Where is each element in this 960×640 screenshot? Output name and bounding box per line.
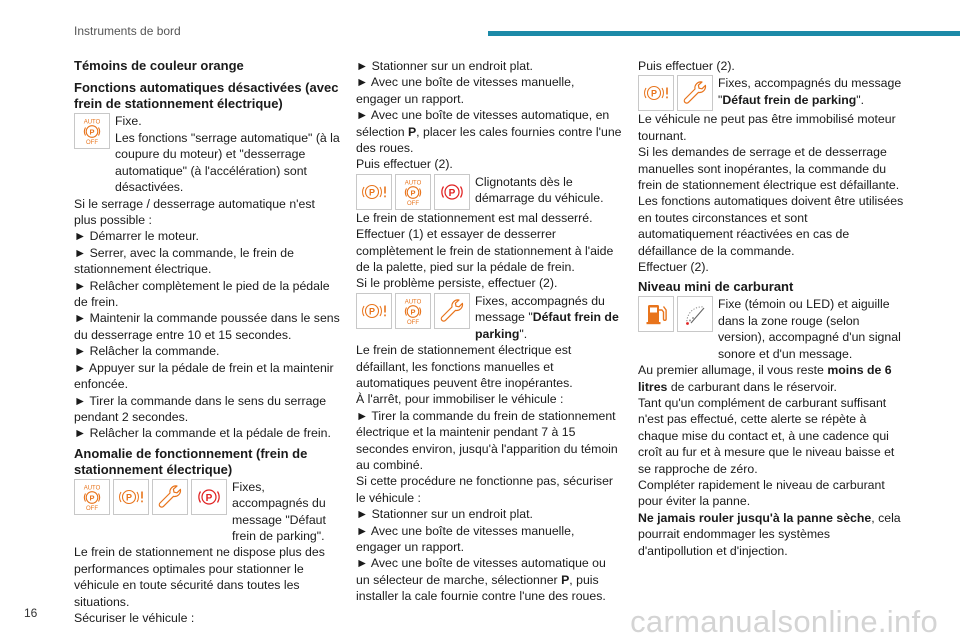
running-header: Instruments de bord <box>74 24 181 38</box>
paragraph: Si les demandes de serrage et de desserrage manuelles sont inopérantes, la commande du frein de stationnement électrique est défaillante. <box>638 145 900 193</box>
bullet-item: ► Avec une boîte de vitesses manuelle, engager un rapport. <box>356 523 575 554</box>
paragraph: Au premier allumage, il vous reste moins de 6 litres de carburant dans le réservoir. <box>638 363 892 394</box>
flashing-icon-row <box>356 174 622 210</box>
watermark: carmanualsonline.info <box>630 604 938 639</box>
paragraph: Si cette procédure ne fonctionne pas, sécuriser le véhicule : <box>356 474 614 505</box>
header-accent-bar <box>488 31 960 36</box>
bullet-item: ► Maintenir la commande poussée dans le sens du desserrage entre 10 et 15 secondes. <box>74 311 340 342</box>
paragraph: Puis effectuer (2). <box>356 157 453 172</box>
low-fuel-icon-text: Fixe (témoin ou LED) et aiguille dans la zone rouge (selon version), accompagné d'un signal sonore et d'un message. <box>718 297 901 361</box>
malfunction-icon-text: Fixes, accompagnés du message "Défaut frein de parking". <box>232 479 326 543</box>
paragraph: Compléter rapidement le niveau de carburant pour éviter la panne. <box>638 477 885 509</box>
svg-text:P: P <box>368 306 376 317</box>
paragraph: Sécuriser le véhicule : <box>74 610 195 625</box>
section-title-malfunction: Anomalie de fonctionnement (frein de stationnement électrique) <box>74 445 308 477</box>
auto-off-brake-icon <box>395 293 431 329</box>
bullet-item: ► Avec une boîte de vitesses automatique, en sélection P, placer les cales fournies contre l'une des roues. <box>356 108 622 156</box>
svg-text:OFF: OFF <box>86 505 98 512</box>
bullet-item: ► Démarrer le moteur. <box>74 229 199 244</box>
paragraph: Ne jamais rouler jusqu'à la panne sèche, cela pourrait endommager les systèmes d'antipollution et d'injection. <box>638 510 901 558</box>
paragraph: Le frein de stationnement ne dispose plus des performances optimales pour stationner le véhicule en toute sécurité dans toutes les situations. <box>74 545 325 609</box>
paragraph: Le véhicule ne peut pas être immobilisé moteur tournant. <box>638 112 896 143</box>
paragraph: Le frein de stationnement électrique est défaillant, les fonctions manuelles et automatiques peuvent être inopérantes. <box>356 343 573 390</box>
paragraph: Tant qu'un complément de carburant suffisant n'est pas effectué, cette alerte se répète à chaque mise du contact et, à une cadence qui croît au fur et à mesure que le niveau baisse et se rapproche de zéro. <box>638 395 895 476</box>
bullet-item: ► Avec une boîte de vitesses automatique ou un sélecteur de marche, sélectionner P, puis installer la cale fournie contre l'une des roues. <box>356 556 606 604</box>
brake-fault-warning-icon <box>113 479 149 515</box>
paragraph: Les fonctions automatiques doivent être utilisées en toutes circonstances et sont automatiquement réactivées en cas de défaillance de la commande. <box>638 194 904 258</box>
paragraph: Si le serrage / desserrage automatique n'est plus possible : <box>74 196 315 228</box>
brake-fault-warning-icon <box>638 75 674 111</box>
wrench-icon <box>434 293 470 329</box>
bullet-item: ► Relâcher la commande et la pédale de frein. <box>74 426 331 441</box>
svg-text:P: P <box>410 188 416 198</box>
column-1 <box>74 58 340 626</box>
svg-text:OFF: OFF <box>407 200 419 207</box>
bullet-item: ► Stationner sur un endroit plat. <box>356 507 533 522</box>
fuel-gauge-icon <box>677 296 713 332</box>
bullet-item: ► Tirer la commande dans le sens du serrage pendant 2 secondes. <box>74 393 327 424</box>
paragraph: Puis effectuer (2). <box>638 59 735 73</box>
flashing-icon-text: Clignotants dès le démarrage du véhicule. <box>475 174 604 206</box>
svg-text:P: P <box>89 127 95 137</box>
auto-off-brake-icon <box>395 174 431 210</box>
svg-text:P: P <box>368 187 376 198</box>
svg-text:P: P <box>650 88 658 99</box>
section-title-low-fuel: Niveau mini de carburant <box>638 279 794 295</box>
paragraph: Effectuer (1) et essayer de desserrer complètement le frein de stationnement à l'aide de la palette, pied sur la pédale de frein. <box>356 227 614 275</box>
bullet-item: ► Relâcher la commande. <box>74 344 220 359</box>
wrench-icon <box>677 75 713 111</box>
svg-text:AUTO: AUTO <box>83 119 101 126</box>
fault-message-icon-row <box>638 75 904 111</box>
svg-text:P: P <box>125 492 133 503</box>
svg-text:P: P <box>448 187 456 199</box>
paragraph: Le frein de stationnement est mal desserré. <box>356 210 593 225</box>
bullet-item: ► Tirer la commande du frein de stationnement électrique et la maintenir pendant 7 à 15 secondes environ, jusqu'à l'apparition du témoin au combiné. <box>356 408 618 472</box>
svg-text:AUTO: AUTO <box>404 299 422 306</box>
fuel-pump-icon <box>638 296 674 332</box>
auto-off-brake-icon <box>74 479 110 515</box>
auto-off-status: Fixe. <box>115 114 142 128</box>
brake-red-icon <box>191 479 227 515</box>
column-2 <box>356 58 622 605</box>
bullet-item: ► Serrer, avec la commande, le frein de stationnement électrique. <box>74 245 294 277</box>
section-title-auto-functions: Fonctions automatiques désactivées (avec frein de stationnement électrique) <box>74 80 339 111</box>
brake-red-icon <box>434 174 470 210</box>
svg-text:AUTO: AUTO <box>83 485 101 492</box>
fault-message-text: Fixes, accompagnés du message "Défaut frein de parking". <box>718 76 902 107</box>
svg-text:P: P <box>410 307 416 317</box>
svg-text:OFF: OFF <box>86 140 98 146</box>
paragraph: Effectuer (2). <box>638 260 709 275</box>
auto-off-description: Les fonctions "serrage automatique" (à la coupure du moteur) et "desserrage automatique" (à l'accélération) sont désactivées. <box>115 131 340 195</box>
malfunction-icon-row <box>74 479 340 545</box>
brake-fault-warning-icon <box>356 293 392 329</box>
svg-text:P: P <box>89 493 95 503</box>
low-fuel-icon-row <box>638 296 904 362</box>
bullet-item: ► Appuyer sur la pédale de frein et la maintenir enfoncée. <box>74 360 334 392</box>
auto-off-brake-icon <box>74 113 110 149</box>
column-3 <box>638 58 904 559</box>
svg-text:AUTO: AUTO <box>404 180 422 187</box>
svg-text:OFF: OFF <box>407 319 419 326</box>
brake-fault-warning-icon <box>356 174 392 210</box>
section-heading-orange-warnings: Témoins de couleur orange <box>74 58 244 73</box>
paragraph: Si le problème persiste, effectuer (2). <box>356 276 558 291</box>
bullet-item: ► Stationner sur un endroit plat. <box>356 59 533 73</box>
page-number: 16 <box>24 606 38 620</box>
bullet-item: ► Avec une boîte de vitesses manuelle, engager un rapport. <box>356 75 575 106</box>
fault-message-text: Fixes, accompagnés du message "Défaut frein de parking". <box>475 293 619 341</box>
wrench-icon <box>152 479 188 515</box>
bullet-item: ► Relâcher complètement le pied de la pédale de frein. <box>74 278 330 310</box>
paragraph: À l'arrêt, pour immobiliser le véhicule : <box>356 392 564 407</box>
svg-text:P: P <box>205 492 213 504</box>
fault-message-icon-row <box>356 293 622 342</box>
